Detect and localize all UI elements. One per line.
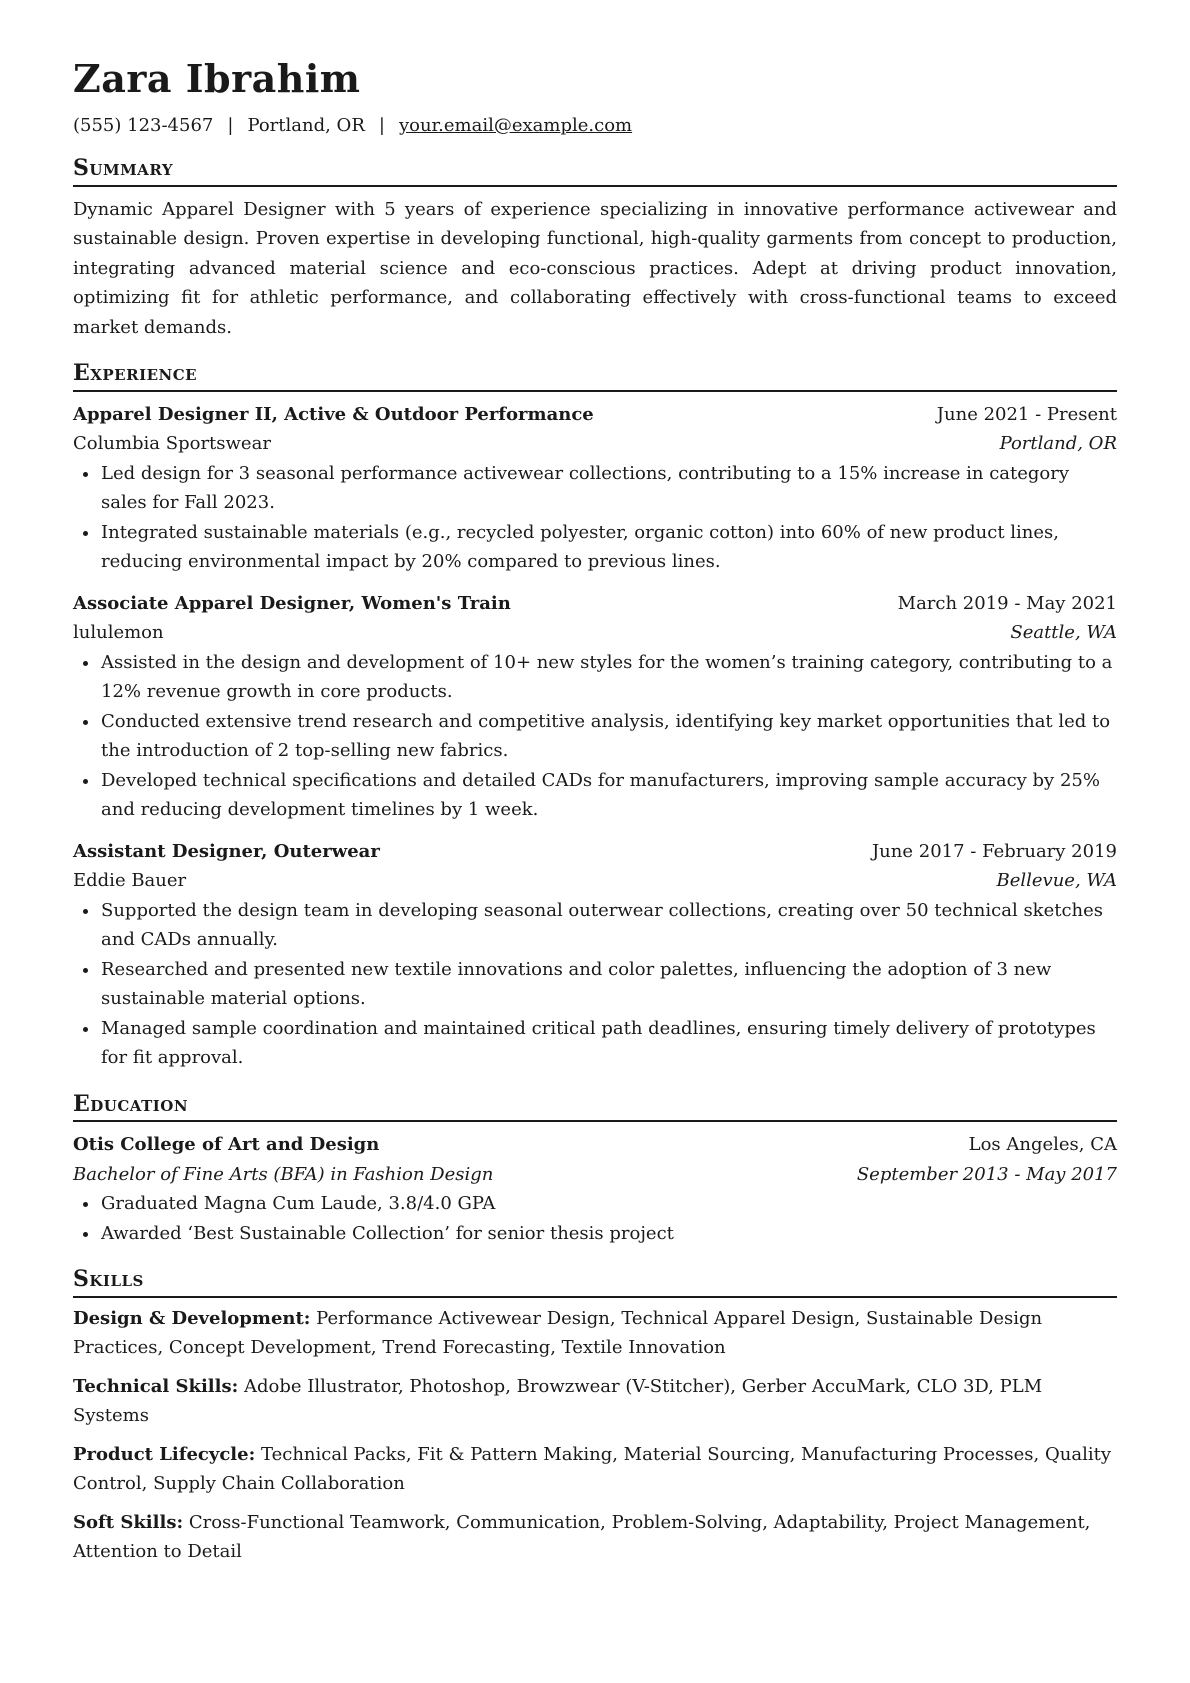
job-location: Bellevue, WA	[996, 870, 1117, 892]
summary-text: Dynamic Apparel Designer with 5 years of experience specializing in innovative performance activewear and sustainable design. Proven expertise in developing functional, high-quality garments from concept to production, integrating advanced material science and eco-conscious practices. Adept at driving product innovation, optimizing fit for athletic performance, and collaborating effectively with cross-functional teams to exceed market demands.	[73, 198, 1117, 338]
bullet-item: • Developed technical specifications and detailed CADs for manufacturers, improving sample accuracy by 25% and reducing development timelines by 1 week.	[100, 766, 1117, 825]
education-heading: Education	[73, 1091, 1117, 1123]
skill-group-text: Performance Activewear Design, Technical Apparel Design, Sustainable Design Practices, Concept Development, Trend Forecasting, Textile Innovation	[73, 1307, 1043, 1359]
company-name: Columbia Sportswear	[73, 433, 271, 455]
candidate-name: Zara Ibrahim	[73, 56, 361, 101]
education-entry	[73, 1130, 1117, 1248]
company-name: Eddie Bauer	[73, 870, 187, 892]
skill-group	[73, 1440, 1117, 1499]
skill-group-text: Cross-Functional Teamwork, Communication, Problem-Solving, Adaptability, Project Management, Attention to Detail	[73, 1511, 1091, 1563]
contact-line	[73, 114, 1117, 137]
job-dates: June 2021 - Present	[936, 403, 1117, 425]
job-entry	[73, 589, 1117, 825]
bullet-item: • Graduated Magna Cum Laude, 3.8/4.0 GPA	[100, 1189, 1117, 1219]
skill-group-label: Product Lifecycle:	[73, 1443, 256, 1465]
summary-section	[73, 155, 1117, 342]
skill-group	[73, 1508, 1117, 1567]
location-text: Portland, OR	[247, 114, 365, 136]
job-bullets	[73, 896, 1117, 1073]
experience-section	[73, 360, 1117, 1073]
contact-separator: |	[378, 114, 385, 136]
skill-group-label: Soft Skills:	[73, 1511, 184, 1533]
skills-list	[73, 1304, 1117, 1567]
education-bullets	[73, 1189, 1117, 1248]
bullet-item: • Led design for 3 seasonal performance activewear collections, contributing to a 15% increase in category sales for Fall 2023.	[100, 459, 1117, 518]
skills-section	[73, 1266, 1117, 1567]
job-dates: June 2017 - February 2019	[871, 840, 1117, 862]
email-link[interactable]: your.email@example.com	[398, 114, 633, 136]
skill-group	[73, 1304, 1117, 1363]
bullet-item: • Assisted in the design and development of 10+ new styles for the women’s training category, contributing to a 12% revenue growth in core products.	[100, 648, 1117, 707]
job-entry	[73, 400, 1117, 577]
education-dates: September 2013 - May 2017	[856, 1163, 1117, 1185]
job-title: Associate Apparel Designer, Women's Train	[73, 592, 511, 614]
skill-group-label: Technical Skills:	[73, 1375, 239, 1397]
skill-group-label: Design & Development:	[73, 1307, 311, 1329]
job-location: Seattle, WA	[1010, 622, 1117, 644]
school-location: Los Angeles, CA	[968, 1134, 1117, 1156]
job-entry	[73, 837, 1117, 1073]
contact-separator: |	[227, 114, 234, 136]
phone-number: (555) 123-4567	[73, 114, 214, 136]
skill-group-text: Adobe Illustrator, Photoshop, Browzwear (V-Stitcher), Gerber AccuMark, CLO 3D, PLM Systems	[73, 1375, 1043, 1427]
education-section	[73, 1091, 1117, 1249]
degree-name: Bachelor of Fine Arts (BFA) in Fashion Design	[73, 1163, 494, 1185]
company-name: lululemon	[73, 622, 164, 644]
bullet-item: • Awarded ‘Best Sustainable Collection’ for senior thesis project	[100, 1219, 1117, 1249]
bullet-item: • Supported the design team in developing seasonal outerwear collections, creating over 50 technical sketches and CADs annually.	[100, 896, 1117, 955]
bullet-item: • Integrated sustainable materials (e.g., recycled polyester, organic cotton) into 60% of new product lines, reducing environmental impact by 20% compared to previous lines.	[100, 518, 1117, 577]
bullet-item: • Researched and presented new textile innovations and color palettes, influencing the adoption of 3 new sustainable material options.	[100, 955, 1117, 1014]
skill-group-text: Technical Packs, Fit & Pattern Making, Material Sourcing, Manufacturing Processes, Quality Control, Supply Chain Collaboration	[73, 1443, 1111, 1495]
job-bullets	[73, 459, 1117, 577]
job-dates: March 2019 - May 2021	[897, 592, 1117, 614]
job-location: Portland, OR	[999, 433, 1117, 455]
school-name: Otis College of Art and Design	[73, 1134, 380, 1156]
experience-heading: Experience	[73, 360, 1117, 392]
job-title: Assistant Designer, Outerwear	[73, 840, 380, 862]
job-title: Apparel Designer II, Active & Outdoor Performance	[73, 403, 594, 425]
skills-heading: Skills	[73, 1266, 1117, 1298]
skill-group	[73, 1372, 1117, 1431]
job-bullets	[73, 648, 1117, 825]
bullet-item: • Conducted extensive trend research and competitive analysis, identifying key market opportunities that led to the introduction of 2 top-selling new fabrics.	[100, 707, 1117, 766]
bullet-item: • Managed sample coordination and maintained critical path deadlines, ensuring timely delivery of prototypes for fit approval.	[100, 1014, 1117, 1073]
summary-heading: Summary	[73, 155, 1117, 187]
